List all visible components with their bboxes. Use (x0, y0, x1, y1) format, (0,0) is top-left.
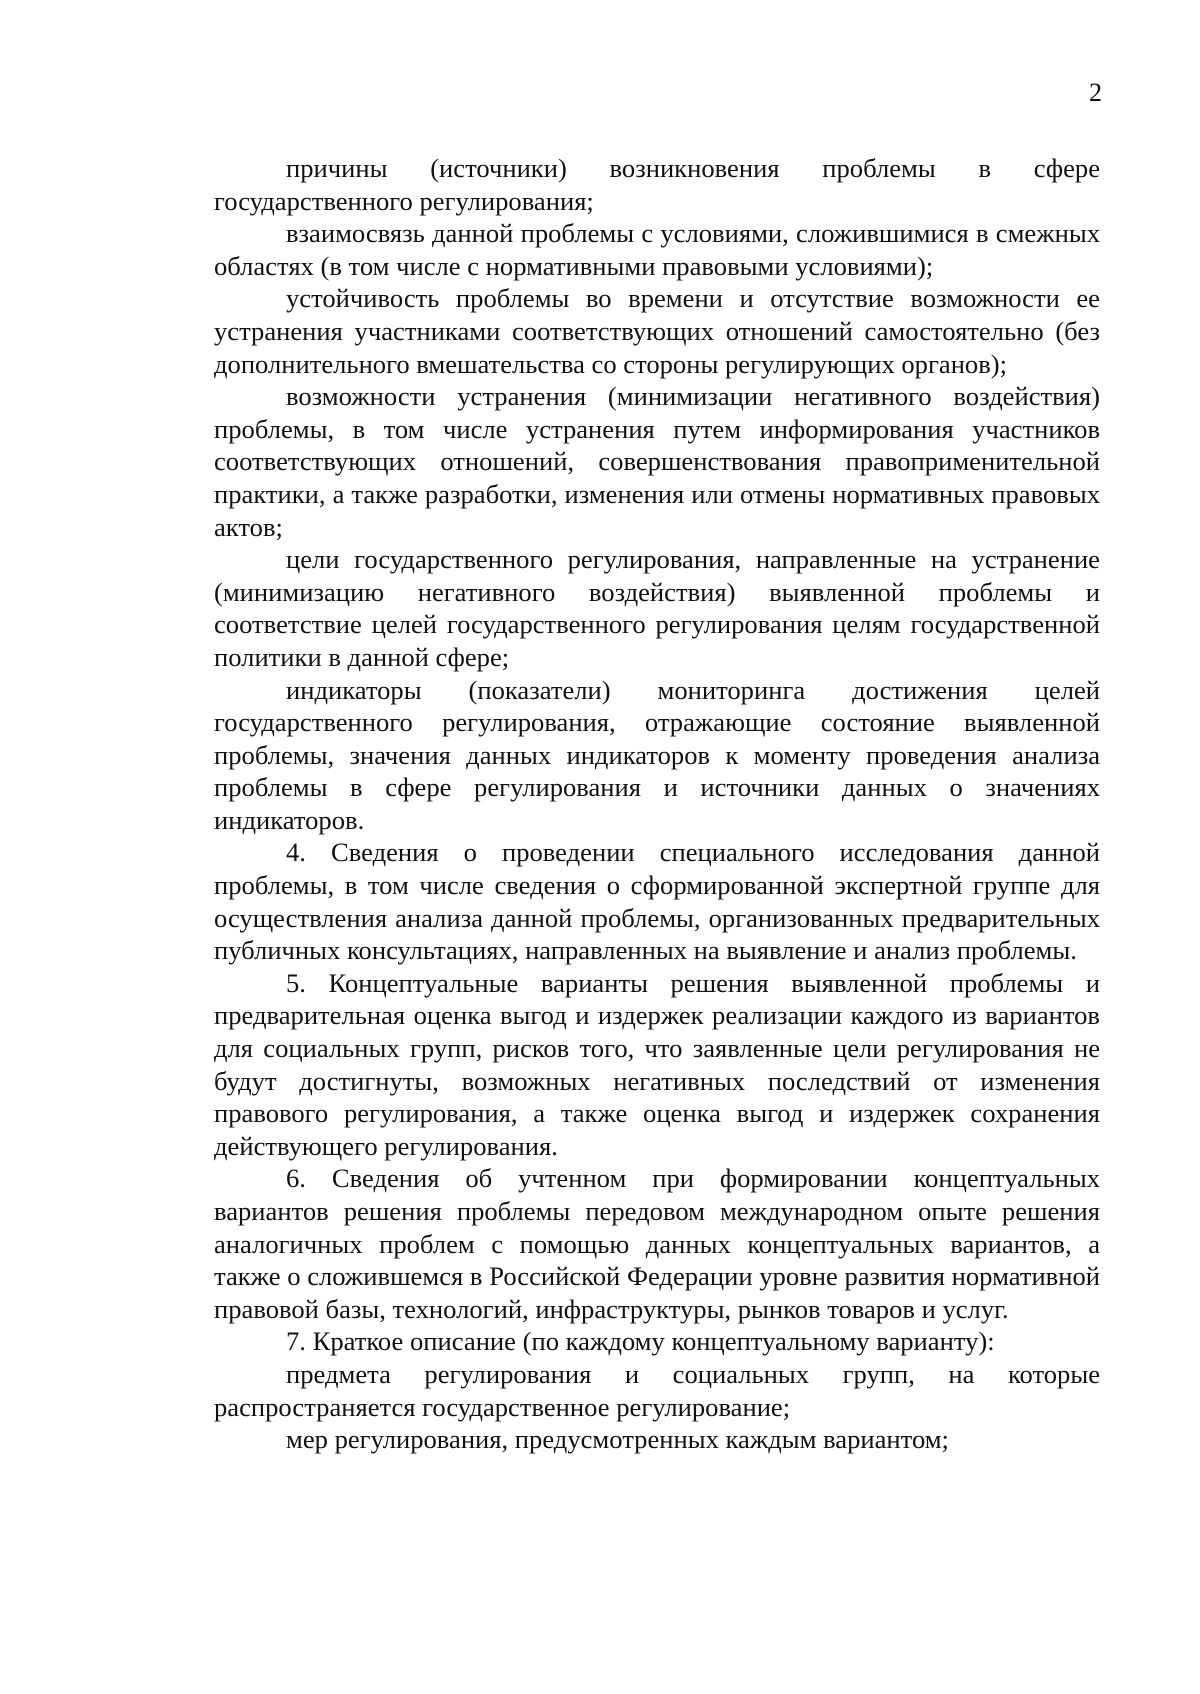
paragraph-indicators: индикаторы (показатели) мониторинга достижения целей государственного регулирования, отражающие состояние выявленной проблемы, значения данных индикаторов к моменту проведения анализа проблемы в сфере регулирования и источники данных о значениях индикаторов. (214, 674, 1100, 835)
paragraph-measures: мер регулирования, предусмотренных каждым вариантом; (286, 1424, 949, 1455)
paragraph-goals: цели государственного регулирования, направленные на устранение (минимизацию негативного воздействия) выявленной проблемы и соответствие целей государственного регулирования целям государственной политики в данной сфере; (214, 544, 1100, 672)
paragraph-interrelation: взаимосвязь данной проблемы с условиями, сложившимися в смежных областях (в том числе с нормативными правовыми условиями); (214, 218, 1100, 281)
paragraph-subject: предмета регулирования и социальных групп, на которые распространяется государственное регулирование; (214, 1358, 1100, 1422)
page-number: 2 (1089, 78, 1102, 107)
paragraph-causes: причины (источники) возникновения проблемы в сфере государственного регулирования; (214, 153, 1100, 216)
paragraph-stability: устойчивость проблемы во времени и отсутствие возможности ее устранения участниками соответствующих отношений самостоятельно (без дополнительного вмешательства со стороны регулирующих органов); (214, 283, 1100, 379)
paragraph-item-4: 4. Сведения о проведении специального исследования данной проблемы, в том числе сведения о сформированной экспертной группе для осуществления анализа данной проблемы, организованных предварительных публичных консультациях, направленных на выявление и анализ проблемы. (214, 837, 1100, 966)
document-body (214, 152, 1100, 1456)
paragraph-possibilities: возможности устранения (минимизации негативного воздействия) проблемы, в том числе устранения путем информирования участников соответствующих отношений, совершенствования правоприменительной практики, а также разработки, изменения или отмены нормативных правовых актов; (214, 381, 1100, 542)
paragraph-item-6: 6. Сведения об учтенном при формировании концептуальных вариантов решения проблемы передовом международном опыте решения аналогичных проблем с помощью данных концептуальных вариантов, а также о сложившемся в Российской Федерации уровне развития нормативной правовой базы, технологий, инфраструктуры, рынков товаров и услуг. (214, 1163, 1100, 1324)
paragraph-item-7: 7. Краткое описание (по каждому концептуальному варианту): (286, 1326, 995, 1357)
paragraph-item-5: 5. Концептуальные варианты решения выявленной проблемы и предварительная оценка выгод и издержек реализации каждого из вариантов для социальных групп, рисков того, что заявленные цели регулирования не будут достигнуты, возможных негативных последствий от изменения правового регулирования, а также оценка выгод и издержек сохранения действующего регулирования. (214, 967, 1100, 1161)
